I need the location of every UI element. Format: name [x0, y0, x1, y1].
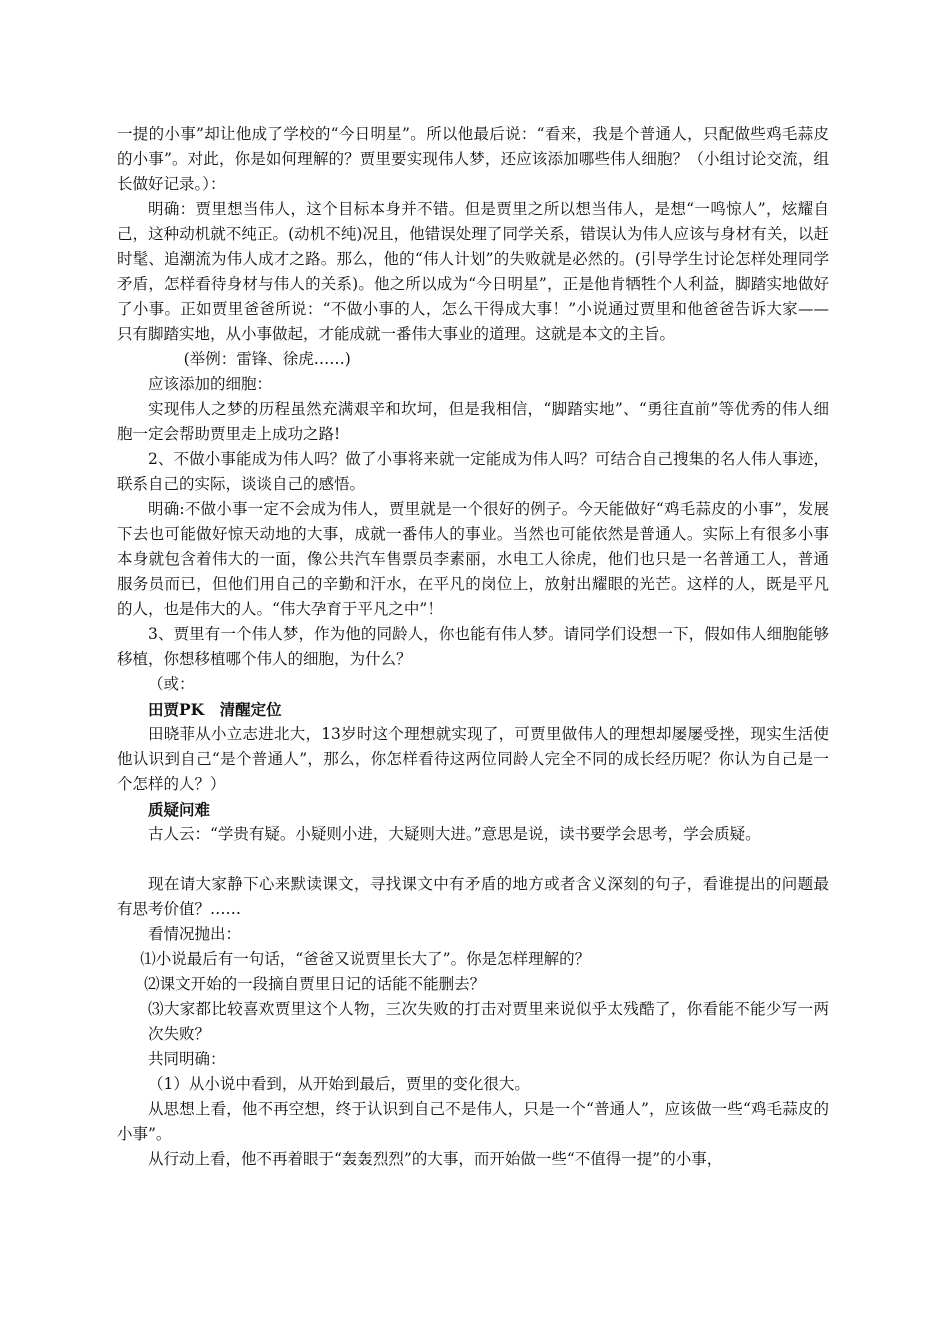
list-item-1: ⑴小说最后有一句话，“爸爸又说贾里长大了”。你是怎样理解的？ — [140, 950, 591, 968]
section-heading-pk: 田贾PK 清醒定位 — [148, 700, 282, 719]
paragraph-13: 看情况抛出： — [148, 925, 242, 943]
paragraph-1: 一提的小事”却让他成了学校的“今日明星”。所以他最后说：“看来，我是个普通人，只配做些鸡毛蒜皮的小事”。对此，你是如何理解的？贾里要实现伟人梦，还应该添加哪些伟人细胞？（小组讨论交流，组长做好记录。）： — [117, 125, 829, 193]
list-item-3: ⑶大家都比较喜欢贾里这个人物，三次失败的打击对贾里来说似乎太残酷了，你看能不能少写一两次失败？ — [148, 1000, 829, 1043]
paragraph-examples: (举例：雷锋、徐虎……) — [183, 350, 351, 368]
paragraph-10: 田晓菲从小立志进北大，13岁时这个理想就实现了，可贾里做伟人的理想却屡屡受挫，现实生活使他认识到自己“是个普通人”，那么，你怎样看待这两位同龄人完全不同的成长经历呢？你认为自己是一个怎样的人？） — [117, 725, 829, 793]
paragraph-14: 共同明确： — [148, 1050, 226, 1068]
paragraph-5: 实现伟人之梦的历程虽然充满艰辛和坎坷，但是我相信，“脚踏实地”、“勇往直前”等优秀的伟人细胞一定会帮助贾里走上成功之路! — [117, 400, 829, 443]
paragraph-17: 从行动上看，他不再着眼于“轰轰烈烈”的大事，而开始做一些“不值得一提”的小事， — [148, 1150, 723, 1168]
paragraph-cells-heading: 应该添加的细胞： — [148, 375, 273, 393]
paragraph-16: 从思想上看，他不再空想，终于认识到自己不是伟人，只是一个“普通人”，应该做一些“鸡毛蒜皮的小事”。 — [117, 1100, 829, 1143]
question-2: 2、不做小事能成为伟人吗？做了小事将来就一定能成为伟人吗？可结合自己搜集的名人伟人事迹，联系自己的实际，谈谈自己的感悟。 — [117, 450, 829, 493]
paragraph-15: （1）从小说中看到，从开始到最后，贾里的变化很大。 — [148, 1075, 530, 1093]
paragraph-12: 现在请大家静下心来默读课文，寻找课文中有矛盾的地方或者含义深刻的句子，看谁提出的问题最有思考价值？…… — [117, 875, 829, 918]
question-3: 3、贾里有一个伟人梦，作为他的同龄人，你也能有伟人梦。请同学们设想一下，假如伟人细胞能够移植，你想移植哪个伟人的细胞，为什么？ — [117, 625, 829, 668]
paragraph-or: （或： — [148, 675, 195, 693]
section-heading-questions: 质疑问难 — [148, 800, 211, 819]
list-item-2: ⑵课文开始的一段摘自贾里日记的话能不能删去？ — [144, 975, 486, 993]
paragraph-11: 古人云：“学贵有疑。小疑则小进，大疑则大进。”意思是说，读书要学会思考，学会质疑。 — [148, 825, 761, 843]
paragraph-2: 明确：贾里想当伟人，这个目标本身并不错。但是贾里之所以想当伟人，是想“一鸣惊人”，炫耀自己，这种动机就不纯正。(动机不纯)况且，他错误处理了同学关系，错误认为伟人应该与身材有关，以赶时髦、追潮流为伟人成才之路。那么，他的“伟人计划”的失败就是必然的。(引导学生讨论怎样处理同学矛盾，怎样看待身材与伟人的关系)。他之所以成为“今日明星”，正是他肯牺牲个人利益，脚踏实地做好了小事。正如贾里爸爸所说：“不做小事的人，怎么干得成大事！”小说通过贾里和他爸爸告诉大家——只有脚踏实地，从小事做起，才能成就一番伟大事业的道理。这就是本文的主旨。 — [117, 200, 829, 343]
document-page — [117, 122, 829, 1172]
blank-line — [117, 847, 829, 872]
paragraph-7: 明确:不做小事一定不会成为伟人，贾里就是一个很好的例子。今天能做好“鸡毛蒜皮的小事”，发展下去也可能做好惊天动地的大事，成就一番伟人的事业。当然也可能依然是普通人。实际上有很多小事本身就包含着伟大的一面，像公共汽车售票员李素丽，水电工人徐虎，他们也只是一名普通工人，普通服务员而已，但他们用自己的辛勤和汗水，在平凡的岗位上，放射出耀眼的光芒。这样的人，既是平凡的人，也是伟大的人。“伟大孕育于平凡之中”！ — [117, 500, 829, 618]
